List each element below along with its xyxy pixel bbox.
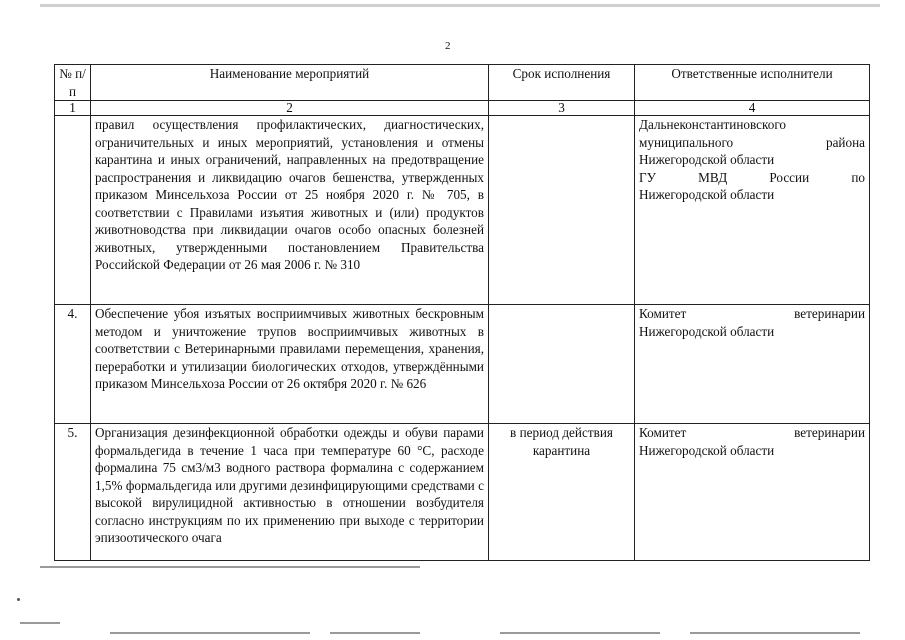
column-number: 4 <box>635 101 870 116</box>
page-number: 2 <box>445 40 451 52</box>
row-number: 5. <box>55 424 91 561</box>
measure-responsible <box>635 424 870 561</box>
measure-name: Организация дезинфекционной обработки одежды и обуви парами формальдегида в течение 1 часа при температуре 60 °С, расходе формалина 75 см3/м3 водного раствора формалина с содержанием 1,5% формальдегида или другими дезинфицирующими средствами с высокой вирулицидной активностью в отношении возбудителя согласно инструкциям по их применению при выходе с территории эпизоотического очага <box>91 424 489 561</box>
measure-responsible <box>635 305 870 424</box>
scan-artifact-line <box>500 632 660 634</box>
row-number: 4. <box>55 305 91 424</box>
scan-artifact-line <box>330 632 420 634</box>
responsible-line <box>639 151 865 169</box>
responsible-word: Нижегородской области <box>639 442 775 458</box>
column-number: 2 <box>91 101 489 116</box>
responsible-line <box>639 186 865 204</box>
responsible-line <box>639 442 865 460</box>
row-number <box>55 116 91 305</box>
table-row <box>55 116 870 305</box>
scan-artifact-line <box>40 566 420 568</box>
responsible-word: Нижегородской области <box>639 187 775 202</box>
table-header-row <box>55 65 870 101</box>
column-number-row <box>55 101 870 116</box>
responsible-word: ветеринарии <box>794 425 865 440</box>
header-num: № п/п <box>55 65 91 101</box>
scan-artifact-line <box>110 632 310 634</box>
responsible-line <box>639 169 865 187</box>
responsible-line <box>639 134 865 152</box>
responsible-line <box>639 323 865 341</box>
responsible-word: по <box>851 169 865 185</box>
responsible-word: Нижегородской области <box>639 323 775 339</box>
measure-name: Обеспечение убоя изъятых восприимчивых животных бескровным методом и уничтожение трупов восприимчивых животных в соответствии с Ветеринарными правилами перемещения, хранения, переработки и утилизации биологических отходов, утверждёнными приказом Минсельхоза России от 26 октября 2020 г. № 626 <box>91 305 489 424</box>
scan-edge-rule <box>40 4 880 7</box>
responsible-line <box>639 424 865 442</box>
responsible-word: Комитет <box>639 306 687 321</box>
header-name: Наименование мероприятий <box>91 65 489 101</box>
column-number: 3 <box>489 101 635 116</box>
responsible-word: Дальнеконстантиновского <box>639 117 787 132</box>
responsible-line <box>639 116 865 134</box>
measure-deadline: в период действия карантина <box>489 424 635 561</box>
header-deadline: Срок исполнения <box>489 65 635 101</box>
header-responsible: Ответственные исполнители <box>635 65 870 101</box>
table-row <box>55 424 870 561</box>
responsible-line <box>639 305 865 323</box>
responsible-word: Комитет <box>639 425 687 440</box>
scan-artifact-line <box>20 622 60 624</box>
column-number: 1 <box>55 101 91 116</box>
measure-responsible <box>635 116 870 305</box>
responsible-word: ветеринарии <box>794 306 865 321</box>
responsible-word: муниципального <box>639 134 734 150</box>
responsible-word: Нижегородской области <box>639 152 775 167</box>
responsible-word: России <box>769 169 810 185</box>
responsible-word: ГУ <box>639 169 656 185</box>
responsible-word: района <box>825 134 865 150</box>
responsible-word: МВД <box>698 169 728 185</box>
scan-artifact-line <box>690 632 860 634</box>
measures-table <box>54 64 870 561</box>
measure-deadline <box>489 116 635 305</box>
measure-deadline <box>489 305 635 424</box>
scan-speck <box>17 598 20 601</box>
table-row <box>55 305 870 424</box>
measure-name: правил осуществления профилактических, диагностических, ограничительных и иных мероприятий, установления и отмены карантина и иных ограничений, направленных на предотвращение распространения и ликвидацию очагов бешенства, утвержденных приказом Минсельхоза России от 25 ноября 2020 г. № 705, в соответствии с Правилами изъятия животных и (или) продуктов животноводства при ликвидации очагов особо опасных болезней животных, утвержденными постановлением Правительства Российской Федерации от 26 мая 2006 г. № 310 <box>91 116 489 305</box>
